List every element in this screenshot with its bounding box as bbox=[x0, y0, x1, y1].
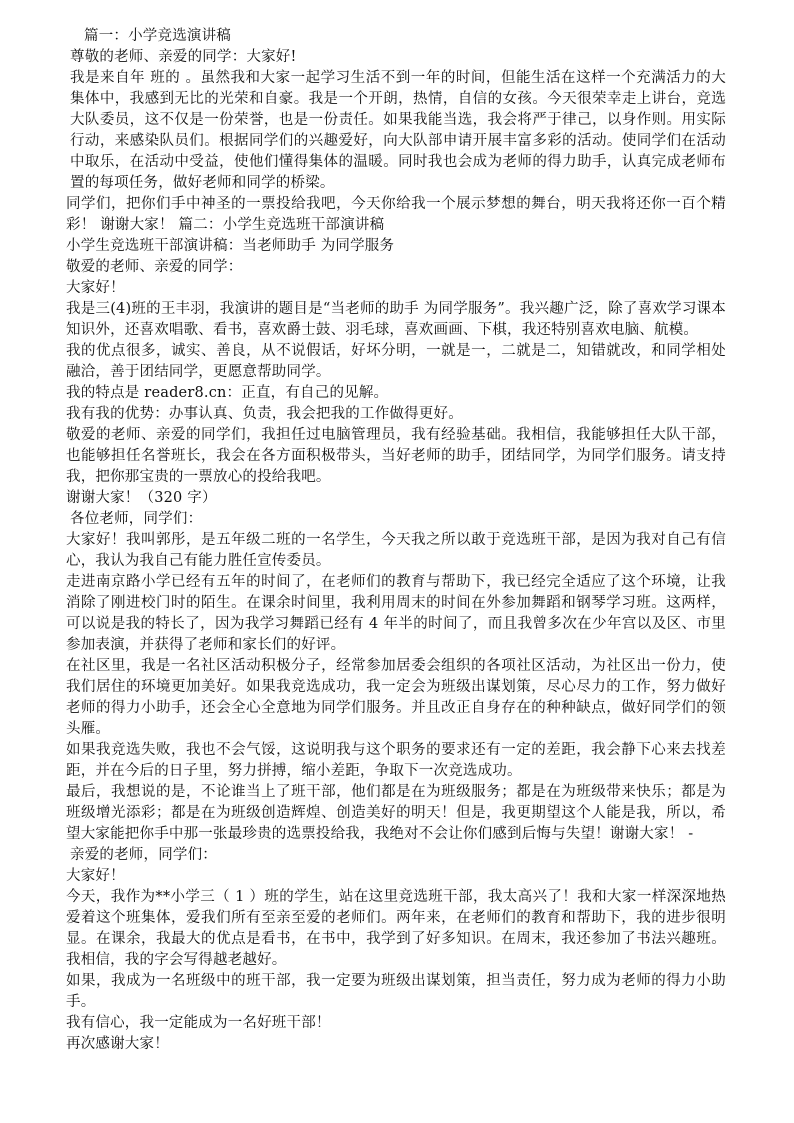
paragraph: 如果，我成为一名班级中的班干部，我一定要为班级出谋划策，担当责任，努力成为老师的得力小助手。 bbox=[66, 973, 726, 1010]
closing: 再次感谢大家！ bbox=[66, 1036, 169, 1052]
paragraph: 如果我竞选失败，我也不会气馁，这说明我与这个职务的要求还有一定的差距，我会静下心来去找差距，并在今后的日子里，努力拼搏，缩小差距，争取下一次竞选成功。 bbox=[66, 742, 726, 779]
paragraph: 我的优点很多，诚实、善良，从不说假话，好坏分明，一就是一，二就是二，知错就改，和同学相处融洽，善于团结同学，更愿意帮助同学。 bbox=[66, 343, 726, 380]
paragraph: 走进南京路小学已经有五年的时间了，在老师们的教育与帮助下，我已经完全适应了这个环境，让我消除了刚进校门时的陌生。在课余时间里，我利用周末的时间在外参加舞蹈和钢琴学习班。这两样，可以说是我的特长了，因为我学习舞蹈已经有 4 年半的时间了，而且我曾多次在少年宫以及区、市里参加表演，并获得了老师和家长们的好评。 bbox=[66, 574, 726, 653]
paragraph: 最后，我想说的是，不论谁当上了班干部，他们都是在为班级服务；都是在为班级带来快乐；都是为班级增光添彩；都是在为班级创造辉煌、创造美好的明天！但是，我更期望这个人能是我，所以，希望大家能把你手中那一张最珍贵的选票投给我，我绝对不会让你们感到后悔与失望！谢谢大家！ - bbox=[66, 784, 726, 842]
paragraph: 我有我的优势：办事认真、负责，我会把我的工作做得更好。 bbox=[66, 406, 463, 422]
greeting: 大家好！ bbox=[66, 280, 125, 296]
salutation: 敬爱的老师、亲爱的同学： bbox=[66, 259, 243, 275]
salutation: 各位老师，同学们： bbox=[70, 511, 203, 527]
document-body bbox=[66, 26, 726, 1055]
salutation: 尊敬的老师、亲爱的同学：大家好! bbox=[70, 49, 297, 65]
paragraph: 同学们，把你们手中神圣的一票投给我吧，今天你给我一个展示梦想的舞台，明天我将还你一百个精彩！ 谢谢大家！ 篇二：小学生竞选班干部演讲稿 bbox=[66, 196, 726, 233]
paragraph: 我的特点是 reader8.cn：正直，有自己的见解。 bbox=[66, 385, 389, 401]
section-title: 篇一：小学竞选演讲稿 bbox=[84, 28, 231, 44]
closing: 谢谢大家！（320 字） bbox=[66, 490, 217, 506]
paragraph: 今天，我作为**小学三（ 1 ）班的学生，站在这里竞选班干部，我太高兴了！我和大家一样深深地热爱着这个班集体，爱我们所有至亲至爱的老师们。两年来，在老师们的教育和帮助下，我的进步很明显。在课余，我最大的优点是看书，在书中，我学到了好多知识。在周末，我还参加了书法兴趣班。我相信，我的字会写得越老越好。 bbox=[66, 889, 726, 968]
salutation: 亲爱的老师，同学们： bbox=[70, 847, 217, 863]
paragraph: 我有信心，我一定能成为一名好班干部！ bbox=[66, 1015, 331, 1031]
paragraph: 我是三(4)班的王丰羽，我演讲的题目是“当老师的助手 为同学服务”。我兴趣广泛，除了喜欢学习课本知识外，还喜欢唱歌、看书，喜欢爵士鼓、羽毛球，喜欢画画、下棋，我还特别喜欢电脑、航模。 bbox=[66, 301, 726, 338]
paragraph: 在社区里，我是一名社区活动积极分子，经常参加居委会组织的各项社区活动，为社区出一份力，使我们居住的环境更加美好。如果我竞选成功，我一定会为班级出谋划策，尽心尽力的工作，努力做好老师的得力小助手，还会全心全意地为同学们服务。并且改正自身存在的种种缺点，做好同学们的领头雁。 bbox=[66, 658, 726, 737]
paragraph: 小学生竞选班干部演讲稿：当老师助手 为同学服务 bbox=[66, 238, 395, 254]
paragraph: 我是来自年 班的 。虽然我和大家一起学习生活不到一年的时间，但能生活在这样一个充满活力的大集体中，我感到无比的光荣和自豪。我是一个开朗，热情，自信的女孩。今天很荣幸走上讲台，竞选大队委员，这不仅是一份荣誉，也是一份责任。如果我能当选，我会将严于律己，以身作则。用实际行动，来感染队员们。根据同学们的兴趣爱好，向大队部申请开展丰富多彩的活动。使同学们在活动中取乐，在活动中受益，使他们懂得集体的温暖。同时我也会成为老师的得力助手，认真完成老师布置的每项任务，做好老师和同学的桥梁。 bbox=[70, 70, 726, 191]
greeting: 大家好！ bbox=[66, 868, 125, 884]
paragraph: 敬爱的老师、亲爱的同学们，我担任过电脑管理员，我有经验基础。我相信，我能够担任大队干部，也能够担任名誉班长，我会在各方面积极带头，当好老师的助手，团结同学，为同学们服务。请支持我，把你那宝贵的一票放心的投给我吧。 bbox=[66, 427, 726, 485]
paragraph: 大家好！我叫郭彤，是五年级二班的一名学生，今天我之所以敢于竞选班干部，是因为我对自己有信心，我认为我自己有能力胜任宣传委员。 bbox=[66, 532, 726, 569]
